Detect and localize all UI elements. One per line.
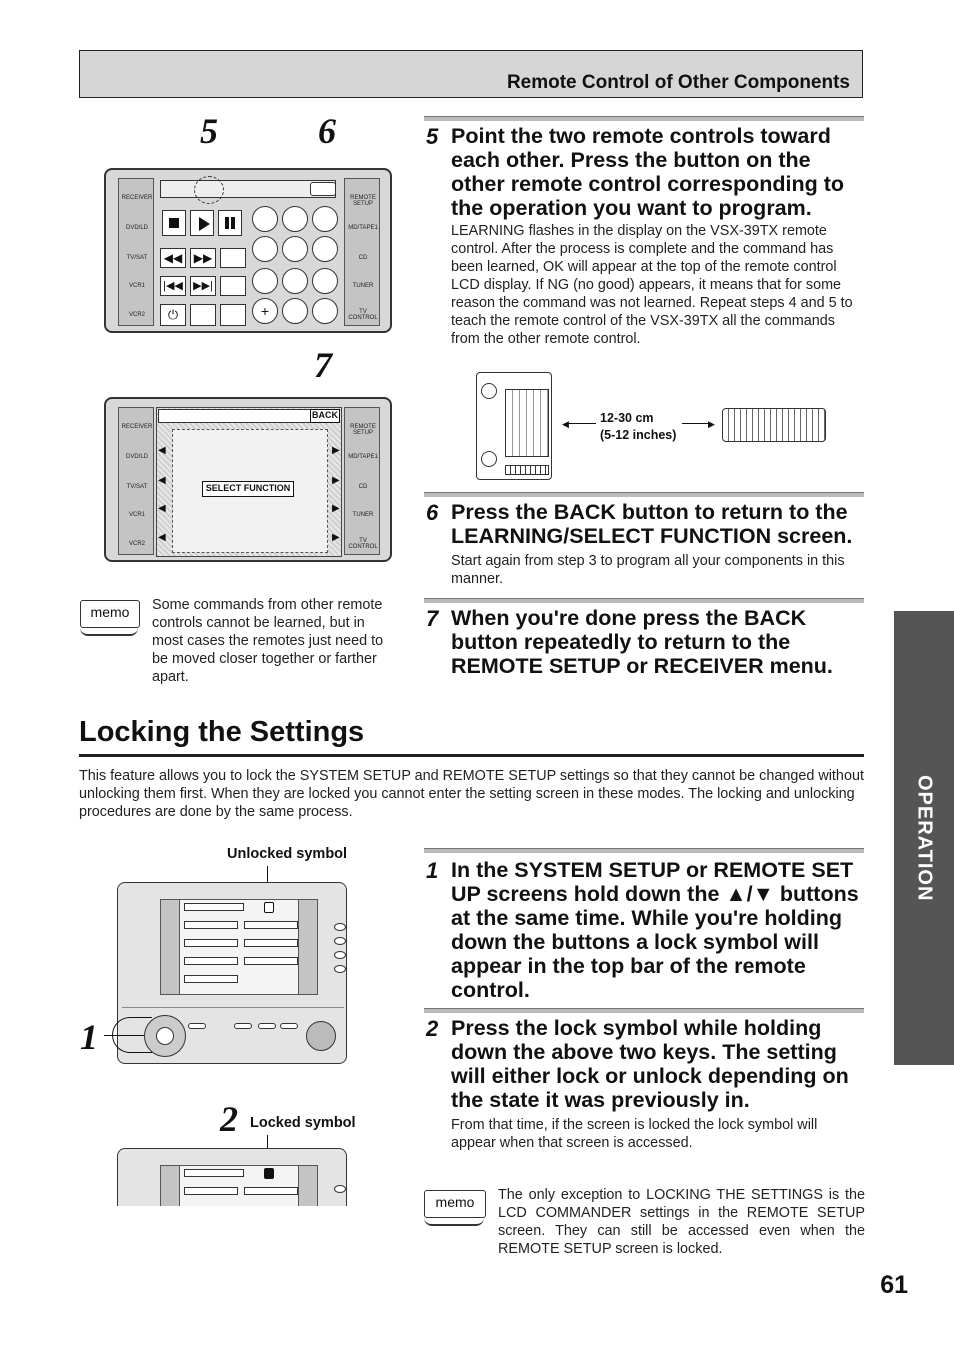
vsx-remote-illustration [476,372,552,480]
remote-left-label: VCR1 [128,512,145,518]
round-key [282,206,308,232]
side-key [334,937,346,945]
figure-number-7: 7 [314,345,332,385]
lcd-field [184,921,238,929]
side-tab-label: OPERATION [913,774,936,902]
remote-partial-illustration [117,1148,347,1206]
remote-right-column [344,407,380,555]
lock-step-2-number: 2 [426,1016,439,1041]
remote-left-label: DVD/LD [125,454,148,460]
pause-icon [218,210,242,236]
rewind-icon: ◀◀ [160,248,186,268]
step-6-number: 6 [426,500,439,525]
round-key [252,268,278,294]
step-6-body: Start again from step 3 to program all your components in this manner. [451,553,845,587]
right-arrow-icon: ▶ [332,445,340,456]
play-icon [190,210,214,236]
lcd-field [244,939,298,947]
round-key [312,236,338,262]
back-button-label: BACK [310,409,340,423]
remote-right-label: REMOTE SETUP [350,424,376,436]
lcd-field [184,1169,244,1177]
side-key [334,965,346,973]
side-key [334,1185,346,1193]
lock-step-1-number: 1 [426,858,439,883]
header-title: Remote Control of Other Components [506,72,850,93]
remote-left-label: VCR2 [128,541,145,547]
round-key [252,206,278,232]
remote-key-row [505,465,549,475]
remote-right-label: MD/TAPE1 [348,225,378,231]
remote-illustration-top [104,168,392,333]
step-5-heading: Point the two remote controls toward each other. Press the button on the other remote control corresponding to the operation you want to program. [451,124,844,220]
remote-right-column [344,178,380,326]
remote-right-label: TUNER [352,512,374,518]
step-6-heading: Press the BACK button to return to the LEARNING/SELECT FUNCTION screen. [451,500,853,548]
memo-icon [80,600,140,628]
step-5-body: LEARNING flashes in the display on the VSX-39TX remote control. After the process is complete and the command has been learned, OK will appear at the top of the remote control LCD display. If NG (no good) appears, it means that for some reason the command was not learned. Repeat steps 4 and 5 to teach the remote control of the VSX-39TX all the commands from the other remote control. [451,223,853,347]
section-rule [79,754,864,757]
lcd-field [244,921,298,929]
left-arrow-icon: ◀ [158,475,166,486]
remote-lcd-left-column [160,1165,180,1206]
distance-arrow-left [566,423,596,424]
remote-right-label: MD/TAPE1 [348,454,378,460]
lock-step-2-rule [424,1008,864,1013]
remote-right-label: TV CONTROL [348,309,378,321]
left-arrow-icon: ◀ [158,503,166,514]
step-7-rule [424,598,864,603]
remote-left-label: VCR2 [128,312,145,318]
deck-key [188,1023,206,1029]
round-key [282,236,308,262]
remote-left-column [118,407,154,555]
left-arrow-icon: ◀ [158,445,166,456]
remote-illustration-select-function [104,397,392,562]
remote-left-label: VCR1 [128,283,145,289]
lcd-field [184,957,238,965]
volume-knob [306,1021,336,1051]
deck-key [234,1023,252,1029]
header-bar [79,50,863,98]
remote-left-label: RECEIVER [121,195,153,201]
lcd-field [244,957,298,965]
remote-right-label: TUNER [352,283,374,289]
remote-right-label: REMOTE SETUP [350,195,376,207]
round-key [252,236,278,262]
remote-right-label: CD [358,484,368,490]
select-function-label: SELECT FUNCTION [202,481,294,497]
step-5-rule [424,116,864,121]
remote-left-label: DVD/LD [125,225,148,231]
round-key [312,298,338,324]
pointer-bracket-1 [112,1017,152,1053]
right-arrow-icon: ▶ [332,503,340,514]
deck-key [280,1023,298,1029]
remote-lcd-left-column [160,899,180,995]
page-number: 61 [880,1271,908,1299]
arrow-right-icon: ▶ [708,419,715,429]
lock-step-1-heading: In the SYSTEM SETUP or REMOTE SET UP screens hold down the ▲/▼ buttons at the same time. While you're holding down the buttons a lock symbol will appear in the top bar of the remote control. [451,858,859,1002]
next-track-icon: ▶▶| [190,276,216,296]
enter-key [156,1027,174,1045]
round-key [282,268,308,294]
blank-key [190,304,216,326]
step-7-heading: When you're done press the BACK button repeatedly to return to the REMOTE SETUP or RECEIVER menu. [451,606,833,678]
left-arrow-icon: ◀ [158,532,166,543]
round-key [282,298,308,324]
lock-step-2-heading: Press the lock symbol while holding down the above two keys. The setting will either lock or unlock depending on the state it was previously in. [451,1016,849,1112]
fast-forward-icon: ▶▶ [190,248,216,268]
lcd-field [184,939,238,947]
lock-step-2-body: From that time, if the screen is locked the lock symbol will appear when that screen is accessed. [451,1117,818,1151]
other-remote-illustration [722,408,826,442]
round-key [481,451,497,467]
unlocked-lock-icon [264,902,274,913]
lcd-field [184,903,244,911]
side-key [334,923,346,931]
lock-step-1-rule [424,848,864,853]
memo-2-text: The only exception to LOCKING THE SETTINGS is the LCD COMMANDER settings in the REMOTE SETUP screen. They can still be accessed even when the REMOTE SETUP screen is locked. [498,1187,865,1257]
lcd-field [184,975,238,983]
memo-1-text: Some commands from other remote controls cannot be learned, but in most cases the remotes just need to be moved closer together or farther apart. [152,597,384,685]
figure-number-6: 6 [318,111,336,151]
blank-key [220,248,246,268]
distance-label-cm: 12-30 cm [600,411,654,425]
remote-screen [505,389,549,457]
blank-key [220,304,246,326]
back-key [310,182,336,196]
lcd-field [244,1187,298,1195]
section-title: Locking the Settings [79,716,365,748]
memo-book-edge [424,1218,484,1226]
round-key [312,206,338,232]
memo-book-edge [80,628,138,636]
stop-icon [162,210,186,236]
memo-label: memo [435,1194,475,1210]
power-icon: ⏻ [160,304,186,326]
round-key [481,383,497,399]
remote-left-label: TV/SAT [126,255,148,261]
step-5-number: 5 [426,124,439,149]
distance-label-inches: (5-12 inches) [600,428,677,442]
side-key [334,951,346,959]
figure-number-1: 1 [80,1017,98,1057]
round-key [312,268,338,294]
remote-left-column [118,178,154,326]
remote-left-label: TV/SAT [126,484,148,490]
step-6-rule [424,492,864,497]
right-arrow-icon: ▶ [332,475,340,486]
locked-lock-icon [264,1168,274,1179]
figure-number-2: 2 [220,1099,238,1139]
arrow-left-icon: ◀ [562,419,569,429]
remote-right-label: CD [358,255,368,261]
locking-intro: This feature allows you to lock the SYSTEM SETUP and REMOTE SETUP settings so that they cannot be changed without unlocking them first. When they are locked you cannot enter the setting screen in these modes. The locking and unlocking procedures are done by the same process. [79,768,864,820]
unlocked-symbol-label: Unlocked symbol [227,846,348,862]
figure-number-5: 5 [200,111,218,151]
plus-icon: + [252,298,278,324]
remote-lcd-right-column [298,1165,318,1206]
locked-symbol-label: Locked symbol [250,1115,356,1131]
remote-lcd-right-column [298,899,318,995]
remote-left-label: RECEIVER [121,424,153,430]
remote-right-label: TV CONTROL [348,538,378,550]
previous-track-icon: |◀◀ [160,276,186,296]
blank-key [220,276,246,296]
deck-key [258,1023,276,1029]
lcd-field [184,1187,238,1195]
memo-label: memo [90,604,130,620]
side-tab-label-wrap [894,611,954,1065]
right-arrow-icon: ▶ [332,532,340,543]
memo-icon [424,1190,486,1218]
step-7-number: 7 [426,606,439,631]
ok-indicator-circle [194,176,224,204]
